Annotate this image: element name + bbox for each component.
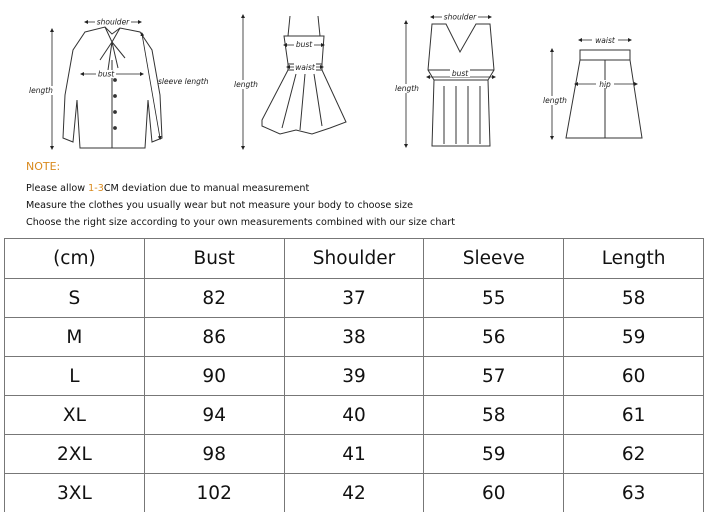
note-title: NOTE: [26,160,696,173]
garment-illustrations [0,0,708,156]
table-cell-size: S [5,279,145,318]
note-line-deviation-suffix: CM deviation due to manual measurement [104,183,309,194]
table-cell-length: 58 [564,279,704,318]
size-chart-table [4,238,704,512]
table-header-sleeve: Sleeve [424,239,564,279]
tank-pleats [444,86,480,144]
illustration-canvas [0,0,708,156]
tank-length-label: length [395,84,419,93]
blouse-buttons [114,79,117,130]
table-cell-shoulder: 40 [284,396,424,435]
note-section [26,160,696,231]
note-line-choose: Choose the right size according to your own measurements combined with our size chart [26,214,696,231]
dress-straps [288,16,320,36]
table-cell-length: 59 [564,318,704,357]
table-header-length: Length [564,239,704,279]
dress-drawing [262,16,346,134]
table-cell-shoulder: 41 [284,435,424,474]
note-line-measure: Measure the clothes you usually wear but not measure your body to choose size [26,197,696,214]
table-cell-size: XL [5,396,145,435]
skirt-hip-label: hip [599,80,611,89]
table-cell-sleeve: 60 [424,474,564,512]
blouse-length-label: length [29,86,53,95]
tank-body [428,24,494,146]
table-cell-sleeve: 55 [424,279,564,318]
table-header-shoulder: Shoulder [284,239,424,279]
blouse-shoulder-label: shoulder [97,18,130,27]
table-cell-shoulder: 37 [284,279,424,318]
table-header-size: (cm) [5,239,145,279]
blouse-drawing [63,27,162,148]
note-line-deviation-prefix: Please allow [26,183,88,194]
tank-shoulder-label: shoulder [444,13,477,22]
dress-folds [282,74,322,130]
table-cell-bust: 98 [144,435,284,474]
note-line-deviation-highlight: 1-3 [88,183,104,194]
table-row [5,474,704,512]
table-cell-size: 3XL [5,474,145,512]
table-cell-bust: 90 [144,357,284,396]
table-cell-bust: 82 [144,279,284,318]
table-cell-shoulder: 39 [284,357,424,396]
table-row [5,318,704,357]
dress-length-label: length [234,80,258,89]
table-header-row [5,239,704,279]
table-cell-sleeve: 59 [424,435,564,474]
table-cell-size: M [5,318,145,357]
table-cell-length: 62 [564,435,704,474]
table-cell-sleeve: 56 [424,318,564,357]
dress-bust-label: bust [296,40,313,49]
table-row [5,279,704,318]
note-line-deviation [26,180,696,197]
blouse-sleeve-dim [142,34,160,138]
table-cell-bust: 102 [144,474,284,512]
table-cell-shoulder: 42 [284,474,424,512]
tank-bust-label: bust [452,69,469,78]
table-row [5,396,704,435]
table-cell-length: 63 [564,474,704,512]
table-cell-length: 61 [564,396,704,435]
table-cell-length: 60 [564,357,704,396]
table-cell-bust: 94 [144,396,284,435]
skirt-waistband [580,50,630,60]
skirt-body [566,60,642,138]
table-cell-bust: 86 [144,318,284,357]
tank-drawing [428,24,494,146]
table-cell-shoulder: 38 [284,318,424,357]
blouse-sleeve-label: sleeve length [158,77,209,86]
table-cell-size: 2XL [5,435,145,474]
skirt-waist-label: waist [595,36,616,45]
table-cell-sleeve: 57 [424,357,564,396]
table-header-bust: Bust [144,239,284,279]
dress-waist-label: waist [295,63,316,72]
table-cell-size: L [5,357,145,396]
table-cell-sleeve: 58 [424,396,564,435]
skirt-length-label: length [543,96,567,105]
table-row [5,435,704,474]
table-row [5,357,704,396]
blouse-bust-label: bust [98,70,115,79]
skirt-drawing [566,50,642,138]
size-chart-body [5,239,704,512]
